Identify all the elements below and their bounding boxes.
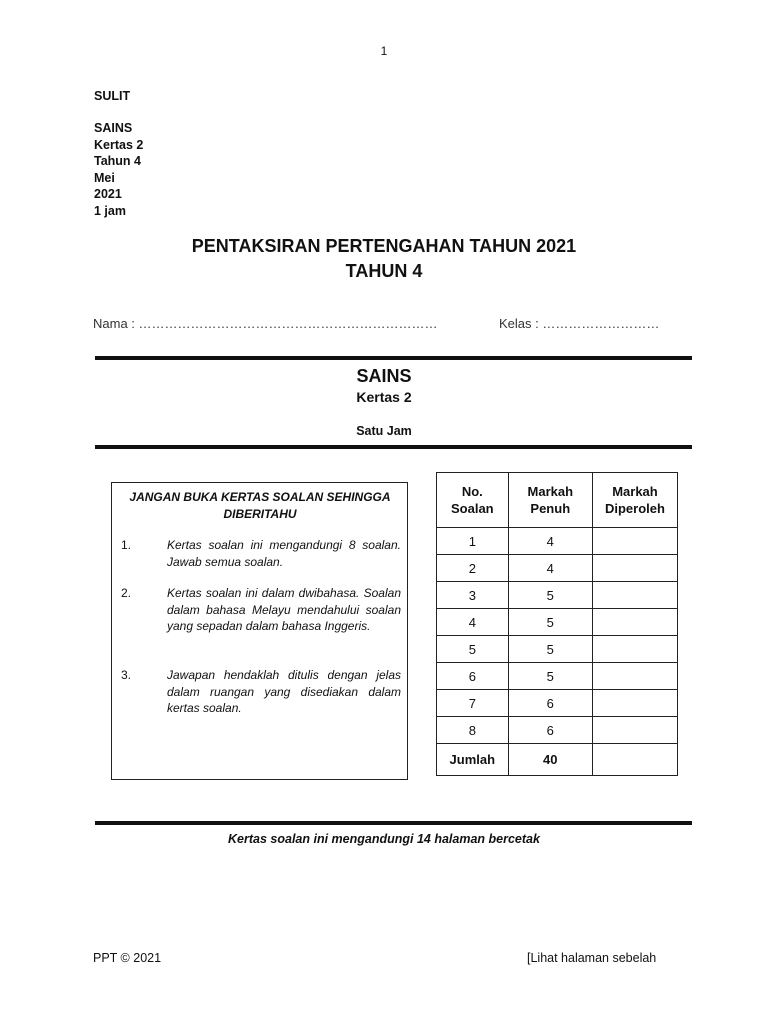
marks-obtained bbox=[592, 636, 677, 663]
marks-obtained bbox=[592, 555, 677, 582]
full-marks: 6 bbox=[508, 690, 592, 717]
meta-block bbox=[94, 120, 143, 219]
header-marks-obtained: Markah Diperoleh bbox=[592, 473, 677, 528]
table-row bbox=[437, 663, 678, 690]
table-row bbox=[437, 717, 678, 744]
marks-obtained bbox=[592, 690, 677, 717]
pages-note: Kertas soalan ini mengandungi 14 halaman bercetak bbox=[228, 832, 540, 846]
meta-paper: Kertas 2 bbox=[94, 137, 144, 152]
full-marks: 6 bbox=[508, 717, 592, 744]
marks-obtained bbox=[592, 609, 677, 636]
footer-next-page: [Lihat halaman sebelah bbox=[527, 951, 657, 965]
divider-bottom bbox=[95, 821, 692, 825]
kelas-field: Kelas : ……………………… bbox=[499, 316, 660, 331]
question-no: 2 bbox=[437, 555, 509, 582]
sulit-label: SULIT bbox=[94, 89, 131, 103]
question-no: 3 bbox=[437, 582, 509, 609]
total-row bbox=[437, 744, 678, 776]
table-row bbox=[437, 636, 678, 663]
question-no: 4 bbox=[437, 609, 509, 636]
question-no: 5 bbox=[437, 636, 509, 663]
divider-middle bbox=[95, 445, 692, 449]
exam-title: PENTAKSIRAN PERTENGAHAN TAHUN 2021 bbox=[191, 236, 577, 256]
exam-level: TAHUN 4 bbox=[345, 261, 423, 281]
question-no: 7 bbox=[437, 690, 509, 717]
marks-obtained bbox=[592, 528, 677, 555]
instructions-heading: JANGAN BUKA KERTAS SOALAN SEHINGGA DIBERITAHU bbox=[129, 490, 391, 521]
instruction-item bbox=[121, 537, 401, 570]
subject-heading: SAINS bbox=[356, 366, 412, 386]
meta-year-level: Tahun 4 bbox=[94, 154, 141, 168]
table-row bbox=[437, 690, 678, 717]
instructions-box bbox=[111, 482, 408, 780]
marks-header-row bbox=[437, 473, 678, 528]
paper-heading: Kertas 2 bbox=[356, 389, 412, 405]
full-marks: 5 bbox=[508, 609, 592, 636]
page-number: 1 bbox=[380, 44, 388, 58]
instruction-text: Jawapan hendaklah ditulis dengan jelas dalam ruangan yang disediakan dalam kertas soalan. bbox=[167, 668, 401, 715]
duration-heading: Satu Jam bbox=[356, 424, 412, 438]
meta-month: Mei bbox=[94, 170, 115, 185]
meta-duration: 1 jam bbox=[94, 203, 126, 218]
marks-obtained bbox=[592, 717, 677, 744]
total-label: Jumlah bbox=[437, 744, 509, 776]
table-row bbox=[437, 609, 678, 636]
table-row bbox=[437, 555, 678, 582]
table-row bbox=[437, 528, 678, 555]
instruction-text: Kertas soalan ini dalam dwibahasa. Soalan dalam bahasa Melayu mendahului soalan yang sepadan dalam bahasa Inggeris. bbox=[167, 586, 401, 633]
divider-top bbox=[95, 356, 692, 360]
instruction-number: 3. bbox=[121, 668, 132, 682]
meta-year: 2021 bbox=[94, 187, 122, 201]
full-marks: 5 bbox=[508, 636, 592, 663]
total-full-marks: 40 bbox=[508, 744, 592, 776]
instruction-item bbox=[121, 667, 401, 717]
footer-copyright: PPT © 2021 bbox=[93, 951, 162, 965]
instruction-number: 1. bbox=[121, 538, 132, 552]
marks-obtained bbox=[592, 582, 677, 609]
question-no: 6 bbox=[437, 663, 509, 690]
header-question-no: No. Soalan bbox=[437, 473, 509, 528]
instruction-text: Kertas soalan ini mengandungi 8 soalan. Jawab semua soalan. bbox=[167, 538, 401, 569]
question-no: 1 bbox=[437, 528, 509, 555]
marks-obtained bbox=[592, 663, 677, 690]
header-full-marks: Markah Penuh bbox=[508, 473, 592, 528]
full-marks: 5 bbox=[508, 663, 592, 690]
meta-subject: SAINS bbox=[94, 121, 133, 135]
full-marks: 4 bbox=[508, 528, 592, 555]
question-no: 8 bbox=[437, 717, 509, 744]
instruction-number: 2. bbox=[121, 586, 132, 600]
total-marks-obtained bbox=[592, 744, 677, 776]
marks-table bbox=[436, 472, 678, 776]
table-row bbox=[437, 582, 678, 609]
full-marks: 4 bbox=[508, 555, 592, 582]
nama-field: Nama : …………………………………………………………… bbox=[93, 316, 438, 331]
instruction-item bbox=[121, 585, 401, 635]
full-marks: 5 bbox=[508, 582, 592, 609]
